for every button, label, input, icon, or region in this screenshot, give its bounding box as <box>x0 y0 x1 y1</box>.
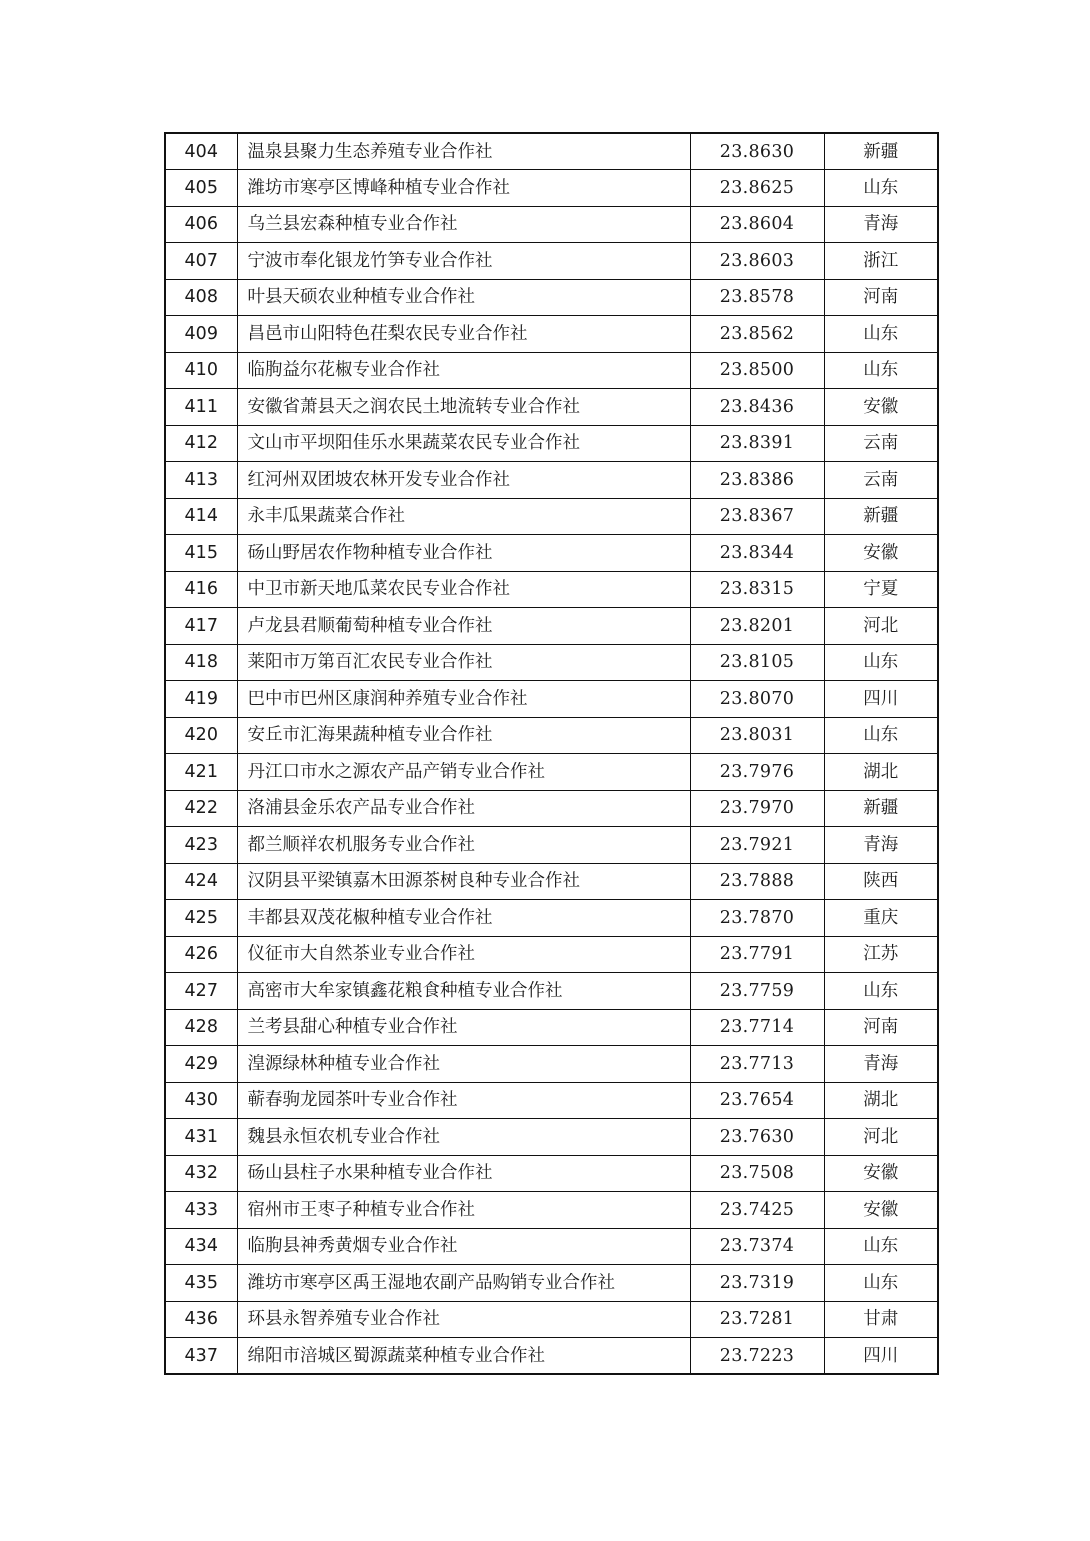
region-cell: 四川 <box>824 681 938 718</box>
region-cell: 宁夏 <box>824 571 938 608</box>
score-cell: 23.7976 <box>690 754 824 791</box>
rank-cell: 423 <box>165 827 237 864</box>
region-cell: 安徽 <box>824 1155 938 1192</box>
table-row <box>165 900 938 937</box>
rank-cell: 426 <box>165 936 237 973</box>
region-cell: 安徽 <box>824 1192 938 1229</box>
cooperative-name-cell: 昌邑市山阳特色茌梨农民专业合作社 <box>237 316 690 353</box>
table-row <box>165 1119 938 1156</box>
cooperative-name-cell: 高密市大牟家镇鑫花粮食种植专业合作社 <box>237 973 690 1010</box>
rank-cell: 416 <box>165 571 237 608</box>
cooperative-name-cell: 砀山县柱子水果种植专业合作社 <box>237 1155 690 1192</box>
region-cell: 河南 <box>824 1009 938 1046</box>
table-row <box>165 498 938 535</box>
score-cell: 23.8604 <box>690 206 824 243</box>
table-row <box>165 1338 938 1375</box>
cooperative-ranking-table <box>164 132 939 1375</box>
score-cell: 23.7281 <box>690 1301 824 1338</box>
cooperative-name-cell: 中卫市新天地瓜菜农民专业合作社 <box>237 571 690 608</box>
table-row <box>165 133 938 170</box>
rank-cell: 414 <box>165 498 237 535</box>
cooperative-name-cell: 巴中市巴州区康润种养殖专业合作社 <box>237 681 690 718</box>
cooperative-name-cell: 温泉县聚力生态养殖专业合作社 <box>237 133 690 170</box>
rank-cell: 428 <box>165 1009 237 1046</box>
region-cell: 浙江 <box>824 243 938 280</box>
region-cell: 山东 <box>824 1228 938 1265</box>
score-cell: 23.7374 <box>690 1228 824 1265</box>
score-cell: 23.8386 <box>690 462 824 499</box>
table-row <box>165 1228 938 1265</box>
table-row <box>165 206 938 243</box>
rank-cell: 434 <box>165 1228 237 1265</box>
region-cell: 青海 <box>824 1046 938 1083</box>
rank-cell: 420 <box>165 717 237 754</box>
score-cell: 23.8391 <box>690 425 824 462</box>
cooperative-name-cell: 安丘市汇海果蔬种植专业合作社 <box>237 717 690 754</box>
cooperative-name-cell: 红河州双团坡农林开发专业合作社 <box>237 462 690 499</box>
table-row <box>165 352 938 389</box>
table-row <box>165 389 938 426</box>
table-row <box>165 425 938 462</box>
rank-cell: 409 <box>165 316 237 353</box>
rank-cell: 435 <box>165 1265 237 1302</box>
table-row <box>165 462 938 499</box>
region-cell: 江苏 <box>824 936 938 973</box>
score-cell: 23.8070 <box>690 681 824 718</box>
cooperative-name-cell: 魏县永恒农机专业合作社 <box>237 1119 690 1156</box>
rank-cell: 437 <box>165 1338 237 1375</box>
cooperative-name-cell: 宿州市王枣子种植专业合作社 <box>237 1192 690 1229</box>
table-row <box>165 790 938 827</box>
rank-cell: 406 <box>165 206 237 243</box>
score-cell: 23.8630 <box>690 133 824 170</box>
rank-cell: 415 <box>165 535 237 572</box>
rank-cell: 408 <box>165 279 237 316</box>
region-cell: 新疆 <box>824 498 938 535</box>
cooperative-name-cell: 莱阳市万第百汇农民专业合作社 <box>237 644 690 681</box>
region-cell: 河北 <box>824 1119 938 1156</box>
table-row <box>165 827 938 864</box>
cooperative-name-cell: 丹江口市水之源农产品产销专业合作社 <box>237 754 690 791</box>
score-cell: 23.7970 <box>690 790 824 827</box>
region-cell: 山东 <box>824 316 938 353</box>
table-row <box>165 717 938 754</box>
rank-cell: 429 <box>165 1046 237 1083</box>
score-cell: 23.8315 <box>690 571 824 608</box>
score-cell: 23.8105 <box>690 644 824 681</box>
score-cell: 23.7921 <box>690 827 824 864</box>
score-cell: 23.7714 <box>690 1009 824 1046</box>
rank-cell: 417 <box>165 608 237 645</box>
table-row <box>165 1265 938 1302</box>
region-cell: 河北 <box>824 608 938 645</box>
region-cell: 甘肃 <box>824 1301 938 1338</box>
score-cell: 23.8625 <box>690 170 824 207</box>
cooperative-name-cell: 乌兰县宏森种植专业合作社 <box>237 206 690 243</box>
region-cell: 山东 <box>824 717 938 754</box>
region-cell: 安徽 <box>824 389 938 426</box>
region-cell: 新疆 <box>824 790 938 827</box>
table-row <box>165 571 938 608</box>
score-cell: 23.8500 <box>690 352 824 389</box>
rank-cell: 431 <box>165 1119 237 1156</box>
rank-cell: 422 <box>165 790 237 827</box>
table-row <box>165 863 938 900</box>
rank-cell: 425 <box>165 900 237 937</box>
score-cell: 23.7425 <box>690 1192 824 1229</box>
table-row <box>165 316 938 353</box>
table-row <box>165 170 938 207</box>
rank-cell: 421 <box>165 754 237 791</box>
region-cell: 重庆 <box>824 900 938 937</box>
score-cell: 23.8578 <box>690 279 824 316</box>
table-row <box>165 1301 938 1338</box>
region-cell: 湖北 <box>824 1082 938 1119</box>
score-cell: 23.7759 <box>690 973 824 1010</box>
rank-cell: 418 <box>165 644 237 681</box>
region-cell: 山东 <box>824 352 938 389</box>
table-body <box>165 133 938 1374</box>
rank-cell: 412 <box>165 425 237 462</box>
cooperative-name-cell: 潍坊市寒亭区禹王湿地农副产品购销专业合作社 <box>237 1265 690 1302</box>
cooperative-name-cell: 兰考县甜心种植专业合作社 <box>237 1009 690 1046</box>
table-row <box>165 973 938 1010</box>
region-cell: 新疆 <box>824 133 938 170</box>
cooperative-name-cell: 绵阳市涪城区蜀源蔬菜种植专业合作社 <box>237 1338 690 1375</box>
table-row <box>165 535 938 572</box>
table-row <box>165 644 938 681</box>
score-cell: 23.8603 <box>690 243 824 280</box>
table-row <box>165 279 938 316</box>
score-cell: 23.8436 <box>690 389 824 426</box>
table-row <box>165 1155 938 1192</box>
region-cell: 河南 <box>824 279 938 316</box>
table-row <box>165 936 938 973</box>
region-cell: 青海 <box>824 827 938 864</box>
cooperative-name-cell: 丰都县双茂花椒种植专业合作社 <box>237 900 690 937</box>
score-cell: 23.7713 <box>690 1046 824 1083</box>
table-row <box>165 608 938 645</box>
table-row <box>165 681 938 718</box>
score-cell: 23.7223 <box>690 1338 824 1375</box>
cooperative-name-cell: 安徽省萧县天之润农民土地流转专业合作社 <box>237 389 690 426</box>
table-row <box>165 1082 938 1119</box>
rank-cell: 427 <box>165 973 237 1010</box>
score-cell: 23.7508 <box>690 1155 824 1192</box>
score-cell: 23.8031 <box>690 717 824 754</box>
rank-cell: 419 <box>165 681 237 718</box>
rank-cell: 404 <box>165 133 237 170</box>
cooperative-name-cell: 蕲春驹龙园茶叶专业合作社 <box>237 1082 690 1119</box>
region-cell: 四川 <box>824 1338 938 1375</box>
cooperative-name-cell: 永丰瓜果蔬菜合作社 <box>237 498 690 535</box>
cooperative-name-cell: 临朐县神秀黄烟专业合作社 <box>237 1228 690 1265</box>
rank-cell: 432 <box>165 1155 237 1192</box>
score-cell: 23.7791 <box>690 936 824 973</box>
score-cell: 23.7630 <box>690 1119 824 1156</box>
cooperative-name-cell: 洛浦县金乐农产品专业合作社 <box>237 790 690 827</box>
region-cell: 山东 <box>824 973 938 1010</box>
cooperative-name-cell: 湟源绿林种植专业合作社 <box>237 1046 690 1083</box>
cooperative-name-cell: 潍坊市寒亭区博峰种植专业合作社 <box>237 170 690 207</box>
table-row <box>165 1046 938 1083</box>
table-row <box>165 243 938 280</box>
score-cell: 23.7888 <box>690 863 824 900</box>
score-cell: 23.8562 <box>690 316 824 353</box>
cooperative-name-cell: 文山市平坝阳佳乐水果蔬菜农民专业合作社 <box>237 425 690 462</box>
rank-cell: 436 <box>165 1301 237 1338</box>
cooperative-name-cell: 汉阴县平梁镇嘉木田源茶树良种专业合作社 <box>237 863 690 900</box>
cooperative-name-cell: 宁波市奉化银龙竹笋专业合作社 <box>237 243 690 280</box>
region-cell: 山东 <box>824 1265 938 1302</box>
rank-cell: 411 <box>165 389 237 426</box>
score-cell: 23.8344 <box>690 535 824 572</box>
cooperative-name-cell: 环县永智养殖专业合作社 <box>237 1301 690 1338</box>
region-cell: 湖北 <box>824 754 938 791</box>
score-cell: 23.7654 <box>690 1082 824 1119</box>
cooperative-name-cell: 临朐益尔花椒专业合作社 <box>237 352 690 389</box>
rank-cell: 410 <box>165 352 237 389</box>
region-cell: 云南 <box>824 462 938 499</box>
rank-cell: 413 <box>165 462 237 499</box>
cooperative-name-cell: 叶县天硕农业种植专业合作社 <box>237 279 690 316</box>
table-row <box>165 1009 938 1046</box>
rank-cell: 433 <box>165 1192 237 1229</box>
rank-cell: 424 <box>165 863 237 900</box>
rank-cell: 430 <box>165 1082 237 1119</box>
score-cell: 23.7319 <box>690 1265 824 1302</box>
cooperative-name-cell: 都兰顺祥农机服务专业合作社 <box>237 827 690 864</box>
score-cell: 23.7870 <box>690 900 824 937</box>
cooperative-name-cell: 卢龙县君顺葡萄种植专业合作社 <box>237 608 690 645</box>
region-cell: 山东 <box>824 170 938 207</box>
cooperative-name-cell: 仪征市大自然茶业专业合作社 <box>237 936 690 973</box>
cooperative-name-cell: 砀山野居农作物种植专业合作社 <box>237 535 690 572</box>
rank-cell: 405 <box>165 170 237 207</box>
table-row <box>165 754 938 791</box>
score-cell: 23.8201 <box>690 608 824 645</box>
region-cell: 安徽 <box>824 535 938 572</box>
region-cell: 陕西 <box>824 863 938 900</box>
region-cell: 云南 <box>824 425 938 462</box>
region-cell: 山东 <box>824 644 938 681</box>
rank-cell: 407 <box>165 243 237 280</box>
score-cell: 23.8367 <box>690 498 824 535</box>
region-cell: 青海 <box>824 206 938 243</box>
table-row <box>165 1192 938 1229</box>
